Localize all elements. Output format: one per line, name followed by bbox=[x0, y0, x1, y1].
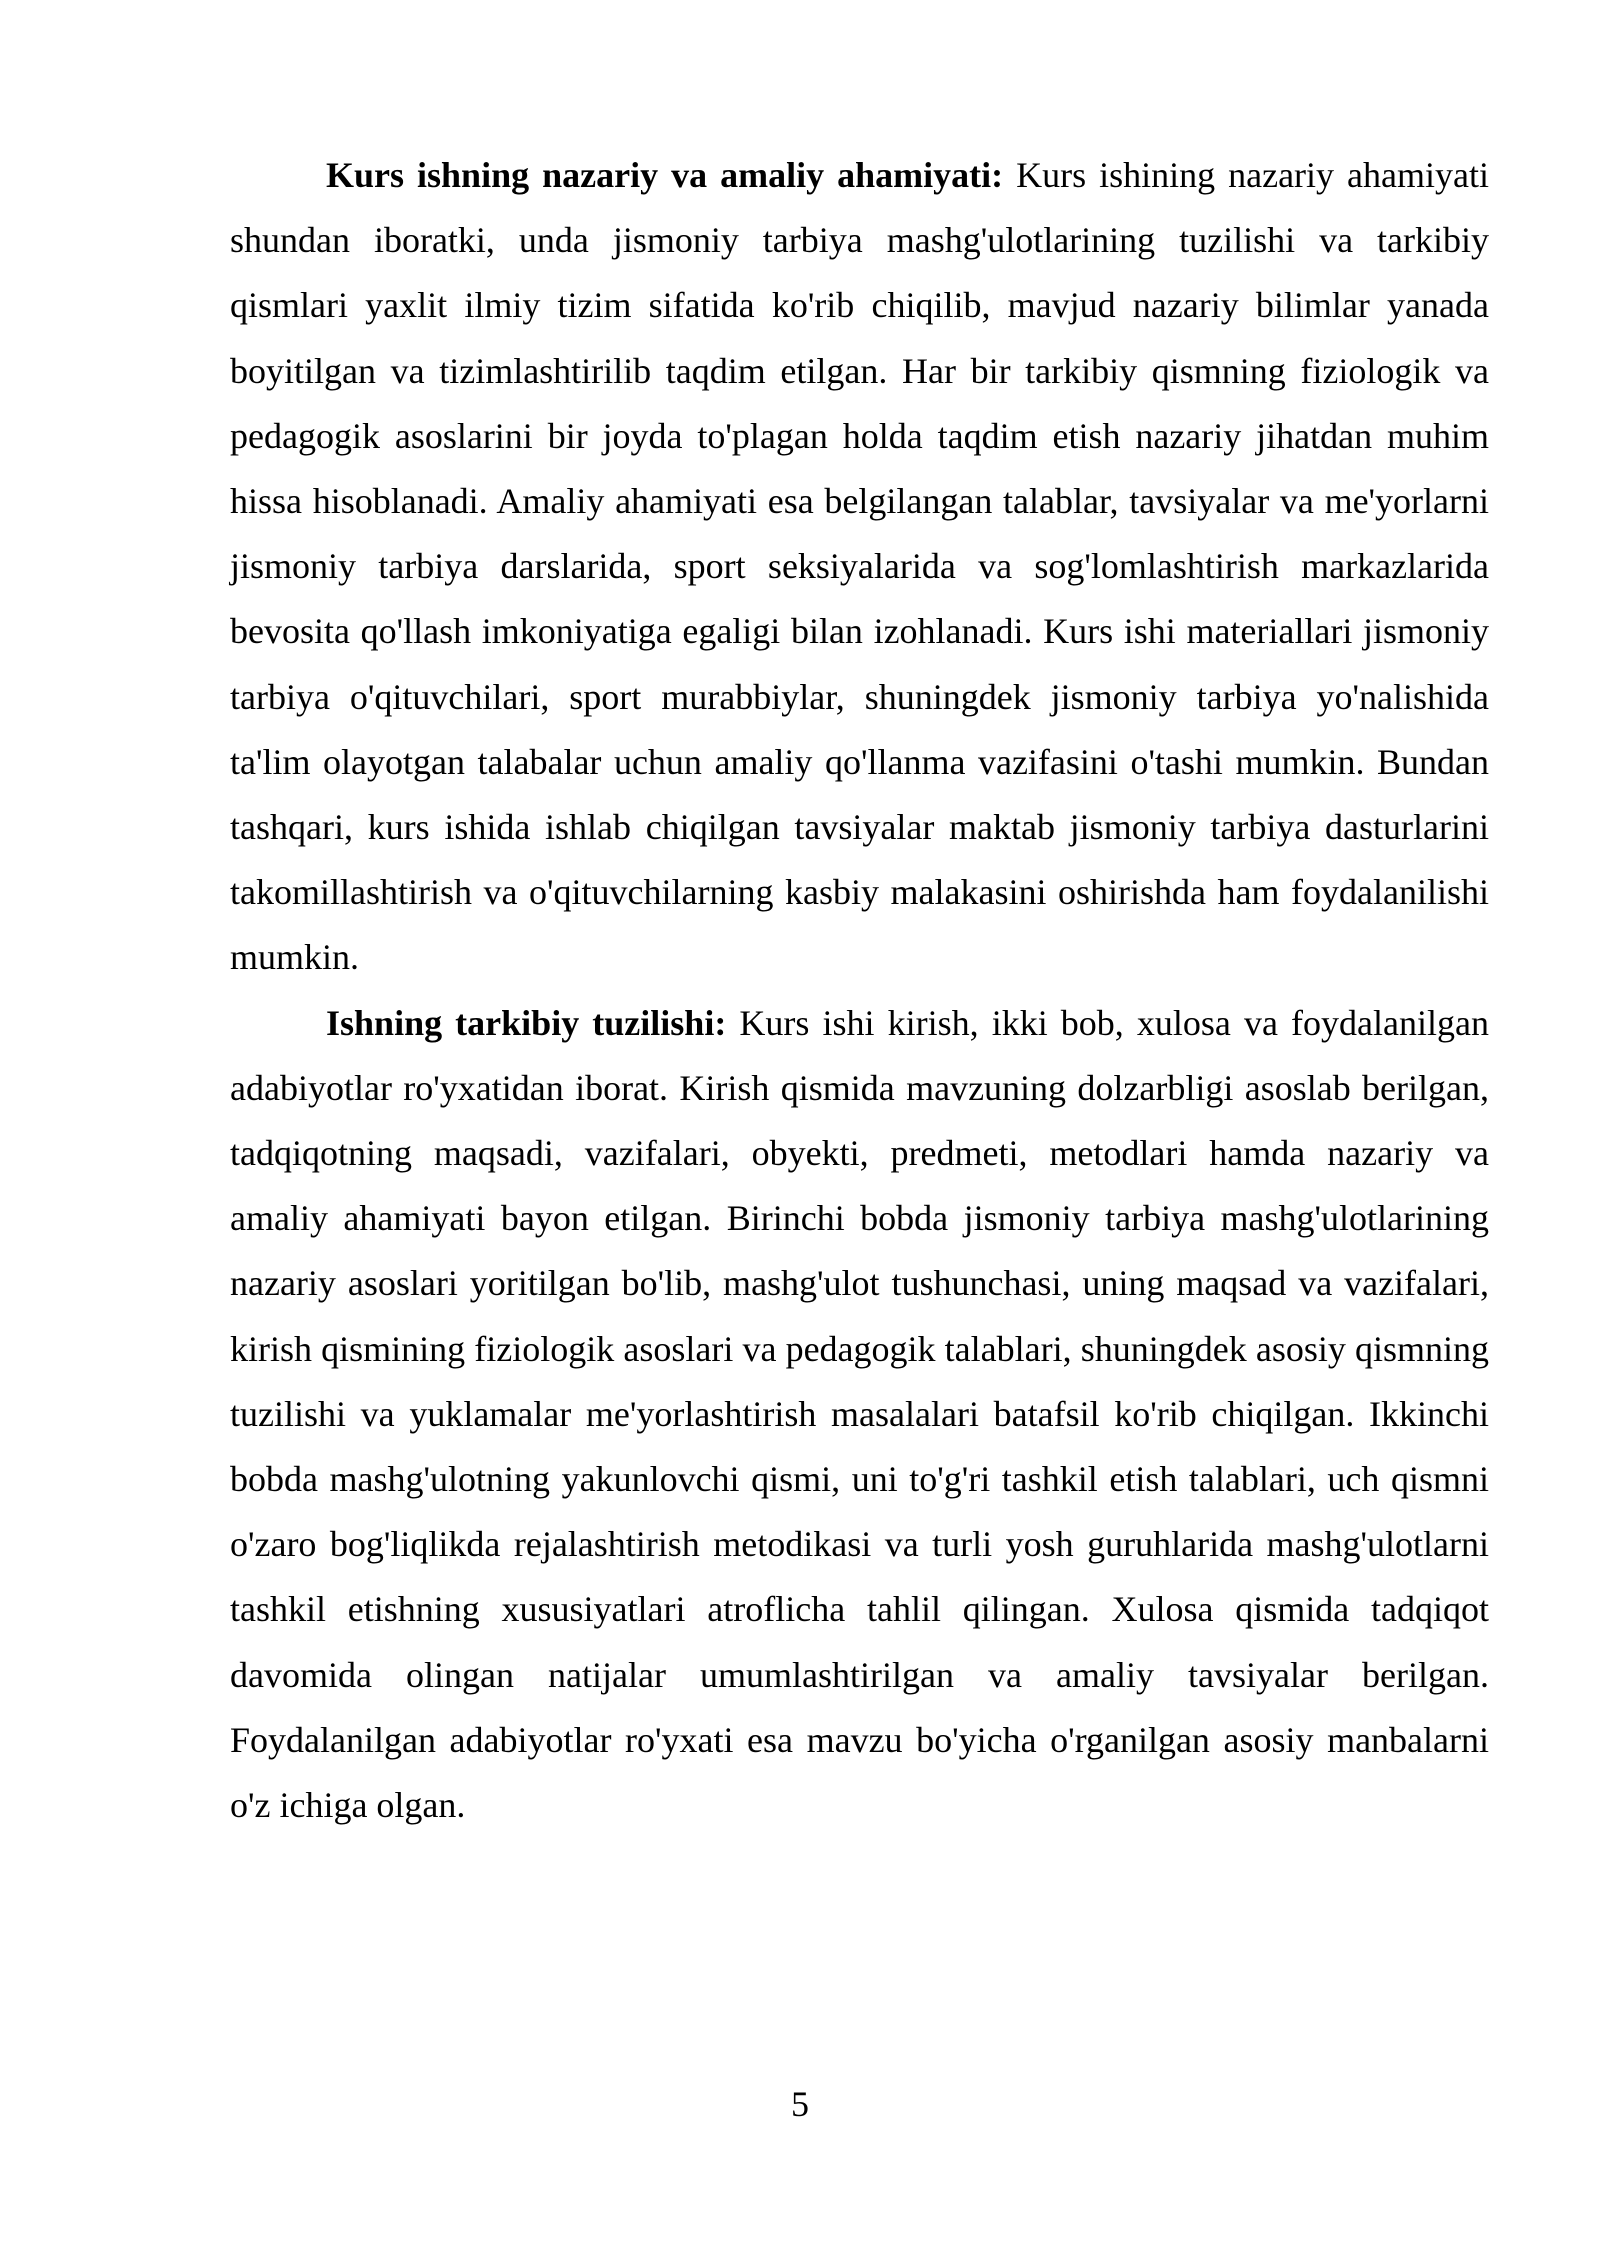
paragraph-lead: Ishning tarkibiy tuzilishi: bbox=[326, 1002, 727, 1043]
paragraph-text: Kurs ishining nazariy ahamiyati shundan iboratki, unda jismoniy tarbiya mashg'ulotlarining tuzilishi va tarkibiy qismlari yaxlit ilmiy tizim sifatida ko'rib chiqilib, mavjud nazariy bilimlar yanada boyitilgan va tizimlashtirilib taqdim etilgan. Har bir tarkibiy qismning fiziologik va pedagogik asoslarini bir joyda to'plagan holda taqdim etish nazariy jihatdan muhim hissa hisoblanadi. Amaliy ahamiyati esa belgilangan talablar, tavsiyalar va me'yorlarni jismoniy tarbiya darslarida, sport seksiyalarida va sog'lomlashtirish markazlarida bevosita qo'llash imkoniyatiga egaligi bilan izohlanadi. Kurs ishi materiallari jismoniy tarbiya o'qituvchilari, sport murabbiylar, shuningdek jismoniy tarbiya yo'nalishida ta'lim olayotgan talabalar uchun amaliy qo'llanma vazifasini o'tashi mumkin. Bundan tashqari, kurs ishida ishlab chiqilgan tavsiyalar maktab jismoniy tarbiya dasturlarini takomillashtirish va o'qituvchilarning kasbiy malakasini oshirishda ham foydalanilishi mumkin. bbox=[230, 155, 1489, 978]
page-number: 5 bbox=[791, 2084, 809, 2124]
page-body bbox=[230, 143, 1489, 1838]
paragraph-lead: Kurs ishning nazariy va amaliy ahamiyati: bbox=[326, 155, 1004, 195]
paragraph-theoretical-practical-significance bbox=[230, 143, 1489, 991]
paragraph-structure-of-work bbox=[230, 991, 1489, 1839]
paragraph-text: Kurs ishi kirish, ikki bob, xulosa va foydalanilgan adabiyotlar ro'yxatidan iborat. Kirish qismida mavzuning dolzarbligi asoslab berilgan, tadqiqotning maqsadi, vazifalari, obyekti, predmeti, metodlari hamda nazariy va amaliy ahamiyati bayon etilgan. Birinchi bobda jismoniy tarbiya mashg'ulotlarining nazariy asoslari yoritilgan bo'lib, mashg'ulot tushunchasi, uning maqsad va vazifalari, kirish qismining fiziologik asoslari va pedagogik talablari, shuningdek asosiy qismning tuzilishi va yuklamalar me'yorlashtirish masalalari batafsil ko'rib chiqilgan. Ikkinchi bobda mashg'ulotning yakunlovchi qismi, uni to'g'ri tashkil etish talablari, uch qismni o'zaro bog'liqlikda rejalashtirish metodikasi va turli yosh guruhlarida mashg'ulotlarni tashkil etishning xususiyatlari atroflicha tahlil qilingan. Xulosa qismida tadqiqot davomida olingan natijalar umumlashtirilgan va amaliy tavsiyalar berilgan. Foydalanilgan adabiyotlar ro'yxati esa mavzu bo'yicha o'rganilgan asosiy manbalarni o'z ichiga olgan. bbox=[230, 1002, 1489, 1826]
